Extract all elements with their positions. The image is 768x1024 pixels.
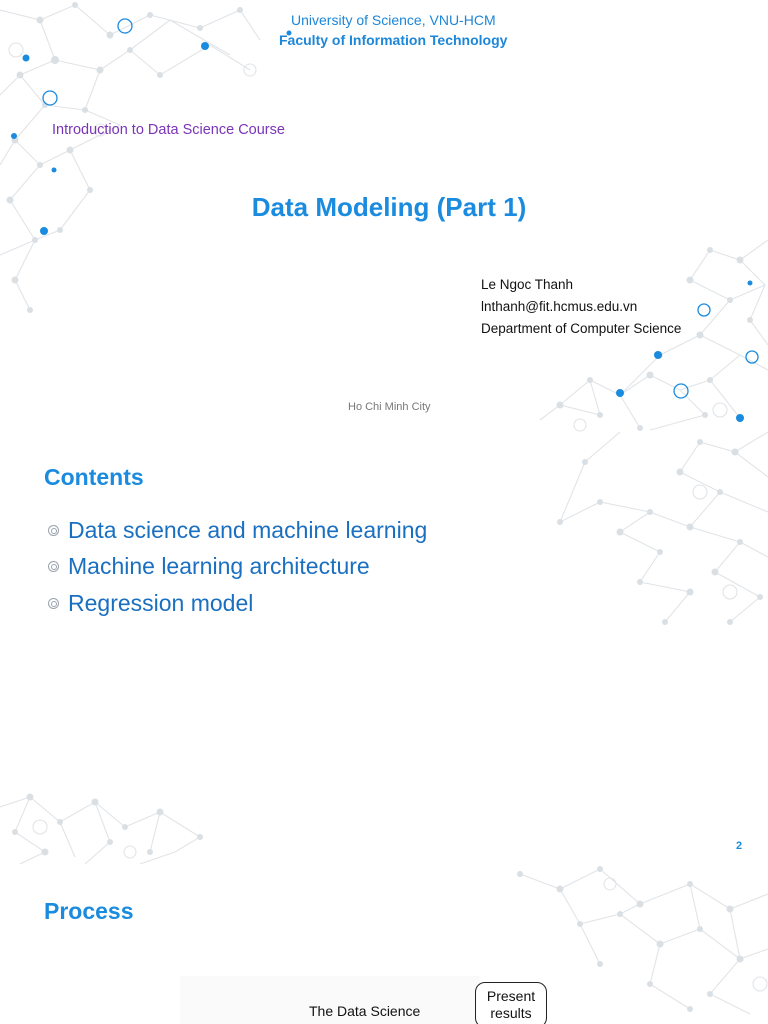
process-heading: Process (44, 898, 134, 924)
author-email: lnthanh@fit.hcmus.edu.vn (481, 299, 638, 314)
list-item-text: Machine learning architecture (68, 553, 370, 580)
author-department: Department of Computer Science (481, 321, 682, 336)
network-graph-decoration (0, 432, 768, 864)
list-item (48, 585, 427, 622)
network-graph-decoration (0, 864, 768, 1024)
box-line: results (490, 1005, 532, 1021)
list-item-text: Data science and machine learning (68, 516, 428, 543)
process-slide (0, 864, 768, 1024)
contents-slide (0, 432, 768, 864)
faculty-name: Faculty of Information Technology (279, 32, 508, 48)
list-item (48, 549, 427, 586)
city-label: Ho Chi Minh City (348, 401, 431, 413)
contents-list (48, 512, 427, 622)
university-name: University of Science, VNU-HCM (291, 12, 496, 28)
diagram-caption: The Data Science (309, 1003, 421, 1019)
present-results-box (475, 982, 547, 1024)
page-number: 2 (736, 840, 743, 852)
box-line: Present (486, 988, 536, 1004)
contents-heading: Contents (44, 464, 144, 490)
concentric-circle-icon (48, 561, 59, 572)
list-item (48, 512, 427, 549)
concentric-circle-icon (48, 598, 59, 609)
course-name: Introduction to Data Science Course (52, 122, 285, 138)
slide-title: Data Modeling (Part 1) (251, 192, 527, 222)
author-name: Le Ngoc Thanh (481, 277, 574, 292)
concentric-circle-icon (48, 525, 59, 536)
title-slide (0, 0, 768, 432)
list-item-text: Regression model (68, 589, 254, 616)
